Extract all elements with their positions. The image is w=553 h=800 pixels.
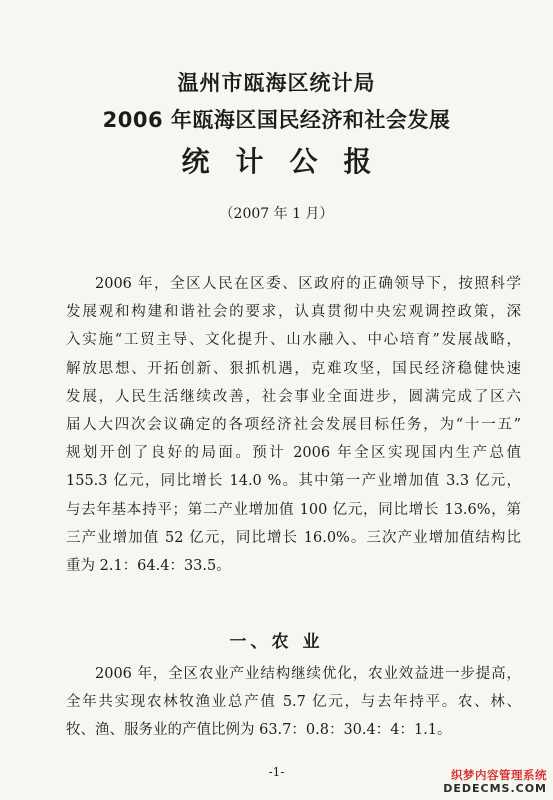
paragraph-line: 发展观和构建和谐社会的要求，认真贯彻中央宏观调控政策，深 [66, 304, 521, 321]
paragraph-line: 全年共实现农林牧渔业总产值 5.7 亿元，与去年持平。农、林、 [66, 694, 521, 711]
paragraph-line: 届人大四次会议确定的各项经济社会发展目标任务，为“十一五” [66, 417, 521, 434]
paragraph-line: 解放思想、开拓创新、狠抓机遇，克难攻坚，国民经济稳健快速 [66, 360, 521, 377]
issuer-title: 温州市瓯海区统计局 [177, 71, 376, 95]
watermark-en-text: DEDECMS.COM [443, 782, 547, 795]
paragraph-line: 入实施“工贸主导、文化提升、山水融入、中心培育”发展战略， [66, 332, 521, 349]
section-heading-agriculture: 一、农 业 [229, 632, 324, 652]
paragraph-line: 规划开创了良好的局面。预计 2006 年全区实现国内生产总值 [66, 445, 521, 462]
intro-paragraph [66, 270, 521, 580]
report-title: 2006 年瓯海区国民经济和社会发展 [102, 108, 451, 132]
paragraph-line: 2006 年，全区农业产业结构继续优化，农业效益进一步提高， [95, 666, 521, 682]
paragraph-line: 与去年基本持平；第二产业增加值 100 亿元，同比增长 13.6%，第 [66, 501, 521, 518]
paragraph-line: 2006 年，全区人民在区委、区政府的正确领导下，按照科学 [95, 276, 521, 292]
watermark-cn-text: 织梦内容管理系统 [451, 768, 547, 782]
report-date: （2007 年 1 月） [219, 206, 334, 222]
page-number: -1- [268, 765, 285, 779]
paragraph-line: 牧、渔、服务业的产值比例为 63.7：0.8：30.4：4：1.1。 [66, 722, 452, 739]
paragraph-line: 155.3 亿元，同比增长 14.0 %。其中第一产业增加值 3.3 亿元， [66, 473, 521, 490]
watermark-logo [443, 768, 547, 796]
paragraph-line: 发展，人民生活继续改善，社会事业全面进步，圆满完成了区六 [66, 388, 521, 405]
paragraph-line: 重为 2.1：64.4：33.5。 [66, 558, 231, 575]
agriculture-paragraph [66, 660, 521, 745]
report-subtitle: 统计公报 [181, 145, 398, 178]
paragraph-line: 三产业增加值 52 亿元，同比增长 16.0%。三次产业增加值结构比 [66, 529, 521, 546]
